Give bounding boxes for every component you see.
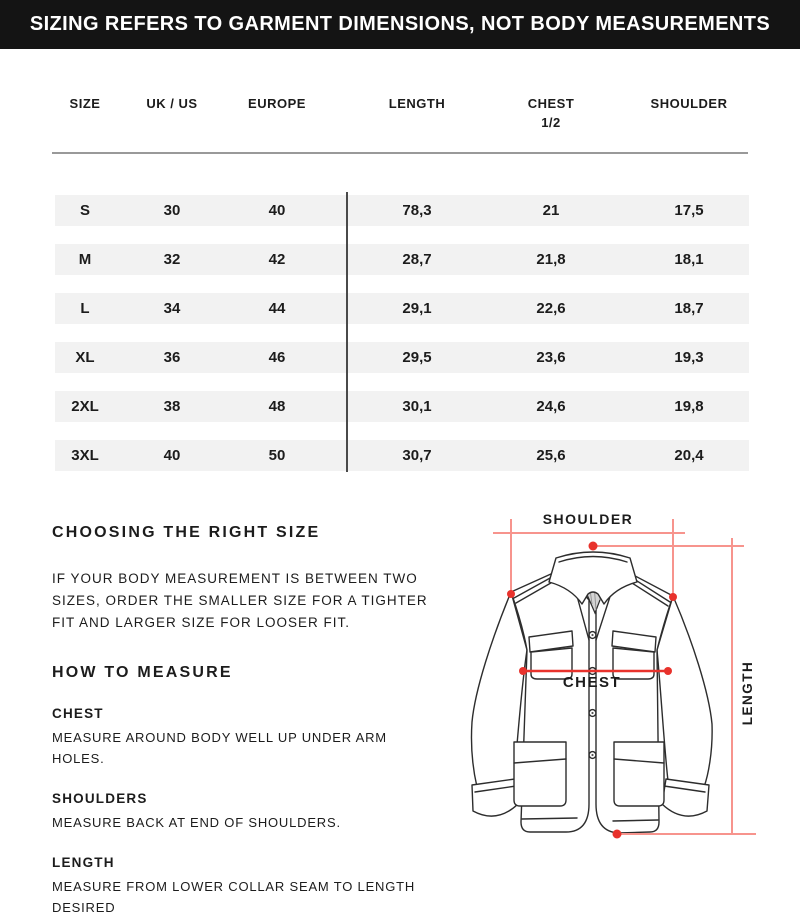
cell-length: 29,5 [402, 349, 432, 366]
measure-description: MEASURE FROM LOWER COLLAR SEAM TO LENGTH DESIRED [52, 879, 416, 914]
jacket-right-sleeve [657, 596, 712, 787]
header-rule [52, 152, 748, 154]
shoulder-measure-label: SHOULDER [542, 511, 634, 527]
cell-shoulder: 18,1 [674, 251, 704, 268]
cell-europe: 42 [268, 251, 286, 268]
measure-dot [613, 830, 622, 839]
cell-size: M [78, 251, 92, 268]
measure-term: CHEST [52, 706, 104, 721]
cell-shoulder: 18,7 [674, 300, 704, 317]
table-row-l [55, 293, 749, 324]
table-body [55, 195, 749, 489]
chest-measure-label: CHEST [562, 674, 622, 691]
measure-item-chest [52, 706, 472, 769]
cell-europe: 40 [268, 202, 286, 219]
measure-item-shoulders [52, 791, 472, 833]
cell-uk-us: 34 [163, 300, 181, 317]
cell-uk-us: 30 [163, 202, 181, 219]
header-europe: EUROPE [248, 96, 306, 111]
measure-dot [519, 667, 527, 675]
measure-dot [669, 593, 677, 601]
cell-chest-half: 23,6 [536, 349, 566, 366]
cell-size: XL [75, 349, 95, 366]
measure-dot [664, 667, 672, 675]
table-row-2xl [55, 391, 749, 422]
cell-chest-half: 21,8 [536, 251, 566, 268]
choosing-size-section [52, 524, 472, 634]
header-size: SIZE [69, 96, 101, 111]
measure-description: MEASURE AROUND BODY WELL UP UNDER ARM HOLES. [52, 730, 387, 766]
cell-shoulder: 20,4 [674, 447, 704, 464]
cell-length: 30,7 [402, 447, 432, 464]
header-uk-us: UK / US [146, 96, 198, 111]
table-row-xl [55, 342, 749, 373]
header-shoulder: SHOULDER [650, 96, 728, 111]
header-length: LENGTH [388, 96, 446, 111]
cell-europe: 48 [268, 398, 286, 415]
cell-length: 30,1 [402, 398, 432, 415]
how-to-measure-heading: HOW TO MEASURE [52, 664, 233, 681]
choosing-size-heading: CHOOSING THE RIGHT SIZE [52, 524, 321, 541]
table-header-row [55, 94, 749, 144]
table-row-m [55, 244, 749, 275]
jacket-left-cuff [472, 779, 518, 816]
disclaimer-text: SIZING REFERS TO GARMENT DIMENSIONS, NOT BODY MEASUREMENTS [29, 13, 771, 35]
cell-size: L [80, 300, 90, 317]
cell-chest-half: 21 [542, 202, 560, 219]
cell-chest-half: 24,6 [536, 398, 566, 415]
measure-dot [589, 542, 598, 551]
right-lower-pocket [614, 742, 664, 806]
cell-shoulder: 17,5 [674, 202, 704, 219]
column-divider [346, 192, 348, 472]
disclaimer-banner [0, 0, 800, 49]
cell-shoulder: 19,3 [674, 349, 704, 366]
choosing-size-text: IF YOUR BODY MEASUREMENT IS BETWEEN TWO SIZES, ORDER THE SMALLER SIZE FOR A TIGHTER FIT AND LARGER SIZE FOR LOOSER FIT. [52, 571, 428, 630]
cell-europe: 46 [268, 349, 286, 366]
length-measure-label: LENGTH [740, 660, 755, 726]
cell-uk-us: 36 [163, 349, 181, 366]
cell-length: 78,3 [402, 202, 432, 219]
header-chest-half: CHEST 1/2 [527, 96, 575, 130]
measure-item-length [52, 855, 472, 914]
measure-description: MEASURE BACK AT END OF SHOULDERS. [52, 815, 341, 830]
table-row-3xl [55, 440, 749, 471]
cell-uk-us: 32 [163, 251, 181, 268]
left-lower-pocket [514, 742, 566, 806]
cell-europe: 44 [268, 300, 286, 317]
measure-term: SHOULDERS [52, 791, 148, 806]
cell-uk-us: 40 [163, 447, 181, 464]
measure-dot [507, 590, 515, 598]
measure-term: LENGTH [52, 855, 115, 870]
cell-length: 29,1 [402, 300, 432, 317]
cell-chest-half: 22,6 [536, 300, 566, 317]
jacket-right-cuff [662, 779, 709, 816]
cell-size: 3XL [71, 447, 99, 464]
cell-uk-us: 38 [163, 398, 181, 415]
table-row-s [55, 195, 749, 226]
how-to-measure-section [52, 664, 472, 914]
jacket-diagram [440, 495, 800, 914]
cell-chest-half: 25,6 [536, 447, 566, 464]
cell-shoulder: 19,8 [674, 398, 704, 415]
cell-size: S [79, 202, 91, 219]
cell-size: 2XL [71, 398, 99, 415]
cell-europe: 50 [268, 447, 286, 464]
cell-length: 28,7 [402, 251, 432, 268]
